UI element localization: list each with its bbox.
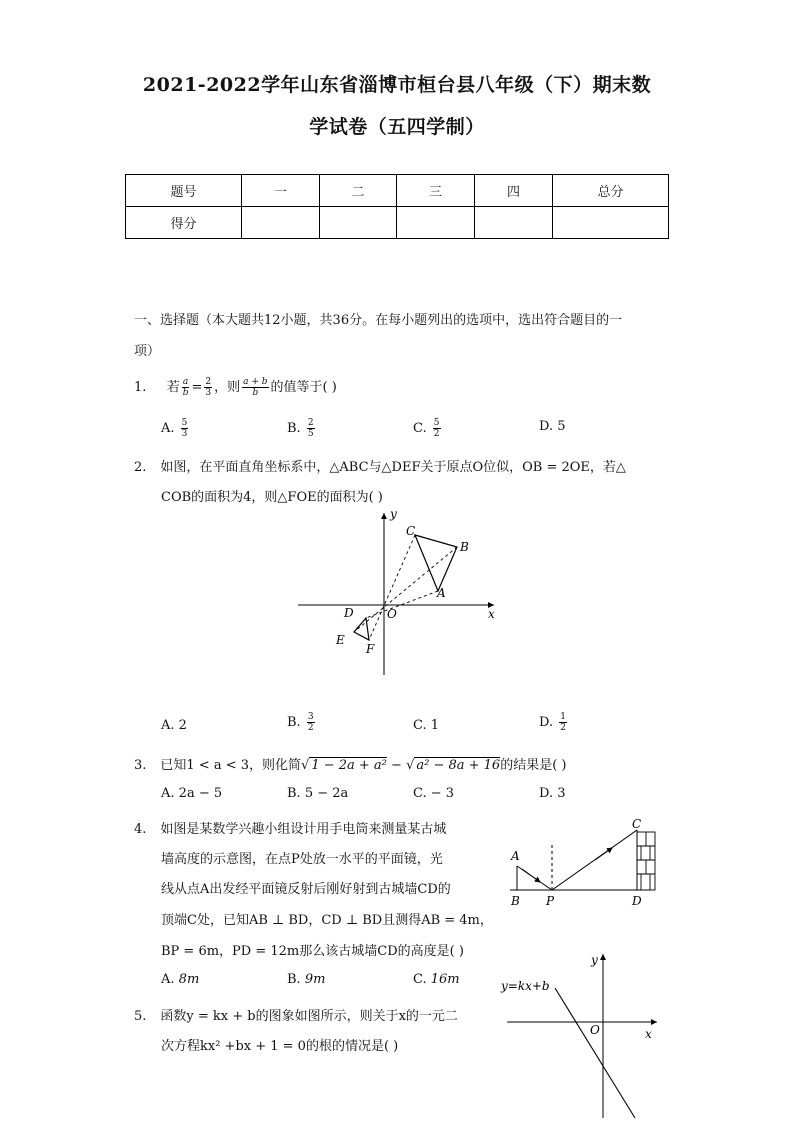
question-number: 5. bbox=[134, 1009, 147, 1024]
question-5 bbox=[134, 1005, 458, 1024]
point-f-label: F bbox=[366, 642, 375, 656]
q3-text: 的结果是( ) bbox=[500, 758, 567, 773]
point-a-label: A bbox=[511, 849, 520, 863]
score-input-cell[interactable] bbox=[397, 207, 475, 239]
arrow-in bbox=[522, 869, 540, 882]
score-cell: 四 bbox=[475, 175, 553, 207]
point-c-label: C bbox=[406, 524, 416, 538]
q2-option-a[interactable]: A. 2 bbox=[161, 718, 187, 733]
score-cell: 三 bbox=[397, 175, 475, 207]
y-label: y bbox=[390, 507, 397, 521]
q5-text-line1: 函数y = kx + b的图象如图所示，则关于x的一元二 bbox=[160, 1009, 458, 1024]
q3-minus: − bbox=[386, 758, 407, 773]
q3-option-c[interactable]: C. − 3 bbox=[413, 786, 455, 801]
q2-text-line1: 如图，在平面直角坐标系中，△ABC与△DEF关于原点O位似，OB = 2OE，若△ bbox=[160, 460, 626, 475]
q3-option-d[interactable]: D. 3 bbox=[539, 786, 566, 801]
q2-option-b[interactable]: B. $\frac{3}{2}$ bbox=[287, 712, 314, 733]
score-cell: 一 bbox=[242, 175, 320, 207]
q2-option-c[interactable]: C. 1 bbox=[413, 718, 440, 733]
question-number: 4. bbox=[134, 822, 147, 837]
score-input-cell[interactable] bbox=[320, 207, 397, 239]
score-input-cell[interactable] bbox=[475, 207, 553, 239]
point-b-label: B bbox=[511, 894, 520, 908]
fraction: $\frac{2}{3}$ bbox=[205, 377, 212, 398]
section-heading-line2: 项） bbox=[134, 344, 161, 359]
question-number: 1. bbox=[134, 380, 147, 395]
x-label: x bbox=[488, 607, 495, 621]
section-heading-line1: 一、选择题（本大题共12小题，共36分。在每小题列出的选项中，选出符合题目的一 bbox=[134, 313, 623, 328]
point-c-label: C bbox=[632, 817, 642, 831]
q5-linear-function-figure bbox=[495, 950, 665, 1120]
point-b-label: B bbox=[460, 540, 469, 554]
q4-option-c[interactable]: C. 16m bbox=[413, 972, 460, 987]
q2-text-line2: COB的面积为4，则△FOE的面积为( ) bbox=[161, 490, 383, 505]
q1-text: ，则 bbox=[214, 380, 241, 395]
page-title-line1: 2021-2022学年山东省淄博市桓台县八年级（下）期末数 bbox=[142, 74, 652, 96]
question-number: 2. bbox=[134, 460, 147, 475]
q4-text-line3: 线从点A出发经平面镜反射后刚好射到古城墙CD的 bbox=[161, 882, 451, 897]
origin-label: O bbox=[590, 1023, 600, 1037]
score-input-cell[interactable] bbox=[242, 207, 320, 239]
light-ray-out bbox=[552, 830, 637, 890]
q2-option-d[interactable]: D. $\frac{1}{2}$ bbox=[539, 712, 566, 733]
point-d-label: D bbox=[632, 894, 642, 908]
function-label: y=kx+b bbox=[501, 979, 550, 993]
radical: 1 − 2a + a² bbox=[311, 758, 387, 773]
q1-option-b[interactable]: B. $\frac{2}{5}$ bbox=[287, 418, 314, 439]
question-3 bbox=[134, 754, 566, 773]
sqrt-sign: √ bbox=[406, 758, 415, 773]
q1-option-a[interactable]: A. $\frac{5}{3}$ bbox=[161, 418, 188, 439]
function-line bbox=[555, 988, 635, 1118]
question-4 bbox=[134, 818, 446, 837]
score-cell: 得分 bbox=[126, 207, 242, 239]
triangle-abc bbox=[415, 535, 457, 591]
x-label: x bbox=[645, 1027, 652, 1041]
point-p-label: P bbox=[546, 894, 555, 908]
score-cell: 题号 bbox=[126, 175, 242, 207]
score-cell: 总分 bbox=[553, 175, 669, 207]
q4-text-line1: 如图是某数学兴趣小组设计用手电筒来测量某古城 bbox=[160, 822, 447, 837]
fraction: $\frac{a}{b}$ bbox=[182, 377, 189, 398]
score-cell: 二 bbox=[320, 175, 397, 207]
q1-text: 若 bbox=[166, 380, 180, 395]
point-d-label: D bbox=[344, 606, 354, 620]
q3-option-b[interactable]: B. 5 − 2a bbox=[287, 786, 349, 801]
q4-text-line2: 墙高度的示意图，在点P处放一水平的平面镜，光 bbox=[161, 852, 443, 867]
q1-option-d[interactable]: D. 5 bbox=[539, 419, 566, 434]
q4-text-line5: BP = 6m，PD = 12m那么该古城墙CD的高度是( ) bbox=[161, 944, 464, 959]
origin-label: O bbox=[387, 607, 397, 621]
radical: a² − 8a + 16 bbox=[416, 758, 501, 773]
q3-text: 已知1 < a < 3，则化简 bbox=[160, 758, 302, 773]
arrow-out bbox=[595, 848, 612, 860]
y-label: y bbox=[591, 953, 598, 967]
score-table-score-row bbox=[126, 207, 669, 239]
question-1 bbox=[134, 376, 337, 398]
point-a-label: A bbox=[437, 586, 446, 600]
point-e-label: E bbox=[336, 633, 345, 647]
q4-wall-figure bbox=[500, 812, 665, 910]
q4-option-b[interactable]: B. 9m bbox=[287, 972, 326, 987]
question-2 bbox=[134, 456, 626, 475]
q3-option-a[interactable]: A. 2a − 5 bbox=[161, 786, 223, 801]
question-number: 3. bbox=[134, 758, 147, 773]
q1-text: 的值等于( ) bbox=[270, 380, 337, 395]
q1-option-c[interactable]: C. $\frac{5}{2}$ bbox=[413, 418, 440, 439]
score-table-header-row bbox=[126, 175, 669, 207]
q4-option-a[interactable]: A. 8m bbox=[161, 972, 200, 987]
q4-text-line4: 顶端C处，已知AB ⊥ BD，CD ⊥ BD且测得AB = 4m， bbox=[161, 913, 493, 928]
q2-coordinate-figure bbox=[290, 505, 510, 685]
page-title-line2: 学试卷（五四学制） bbox=[309, 116, 485, 138]
score-table bbox=[125, 174, 669, 239]
sqrt-sign: √ bbox=[301, 758, 310, 773]
q1-eq: = bbox=[191, 380, 203, 395]
score-input-cell[interactable] bbox=[553, 207, 669, 239]
fraction: $\frac{a + b}{b}$ bbox=[243, 377, 268, 398]
wall-bricks bbox=[637, 832, 655, 890]
q5-text-line2: 次方程kx² +bx + 1 = 0的根的情况是( ) bbox=[161, 1039, 399, 1054]
